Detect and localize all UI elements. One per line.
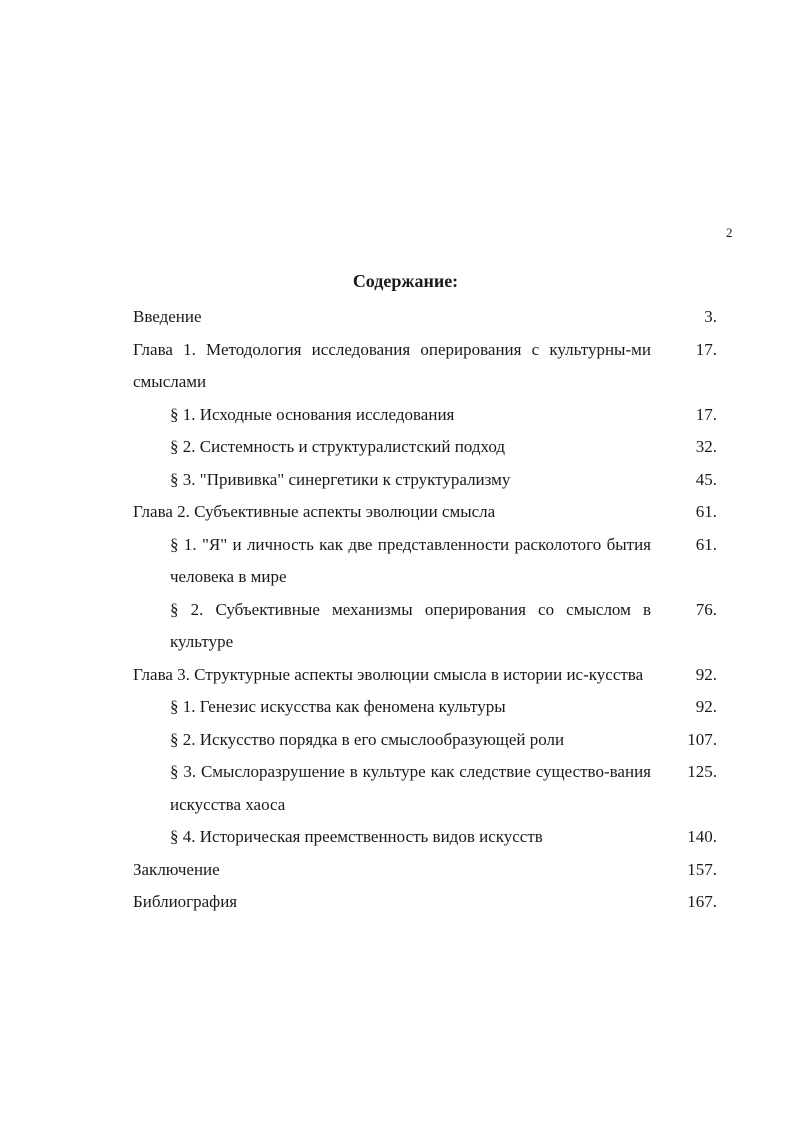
toc-entry-page: 17. [695,339,717,359]
toc-entry-text: Глава 2. Субъективные аспекты эволюции смысла [133,502,496,521]
toc-entry-ch3-section-1 [133,691,723,724]
toc-entry-page: 45. [695,469,717,489]
toc-entry-text: § 2. Субъективные механизмы оперирования со смыслом в культуре [170,599,651,651]
toc-entry-ch3-section-4 [133,821,723,854]
toc-entry-bibliography [133,886,723,919]
toc-entry-text: § 1. "Я" и личность как две представленности расколотого бытия человека в мире [170,534,651,586]
toc-entry-ch3-section-2 [133,724,723,757]
toc-entry-page: 92. [695,697,717,716]
toc-entry-page: 76. [695,599,717,619]
toc-entry-page: 140. [687,827,717,846]
toc-entry-page: 3. [704,307,717,326]
toc-entry-page: 61. [695,534,717,554]
toc-entry-page: 125. [687,762,717,781]
toc-entry-text: § 3. "Прививка" синергетики к структурализму [170,469,511,489]
toc-entry-introduction [133,301,723,334]
toc-entry-ch2-section-1 [133,529,723,594]
toc-entry-text: Глава 1. Методология исследования оперирования с культурны-ми смыслами [133,339,651,391]
toc-entry-page: 32. [695,437,717,456]
toc-entry-ch1-section-3 [133,464,723,497]
toc-entry-ch2-section-2 [133,594,723,659]
table-of-contents [133,301,723,919]
toc-entry-text: Глава 3. Структурные аспекты эволюции смысла в истории ис-кусства [133,664,644,684]
toc-entry-text: Библиография [133,892,238,911]
toc-entry-ch1-section-1 [133,399,723,432]
toc-entry-page: 61. [695,502,717,521]
toc-entry-page: 157. [687,859,717,879]
toc-entry-chapter-3 [133,659,723,692]
toc-entry-text: § 2. Системность и структуралистский подход [170,437,505,456]
toc-entry-text: Введение [133,307,202,326]
page-number: 2 [726,225,733,240]
toc-entry-text: § 1. Генезис искусства как феномена культуры [170,697,506,716]
toc-entry-text: § 2. Искусство порядка в его смыслообразующей роли [170,729,565,749]
toc-entry-text: Заключение [133,859,220,879]
toc-entry-ch1-section-2 [133,431,723,464]
toc-entry-ch3-section-3 [133,756,723,821]
toc-entry-text: § 1. Исходные основания исследования [170,404,455,424]
toc-entry-page: 107. [687,729,717,749]
toc-entry-text: § 4. Историческая преемственность видов искусств [170,827,543,846]
toc-entry-page: 92. [695,664,717,684]
toc-entry-text: § 3. Смыслоразрушение в культуре как следствие существо-вания искусства хаоса [170,762,651,814]
page-title: Содержание: [352,271,459,291]
toc-entry-conclusion [133,854,723,887]
toc-entry-chapter-2 [133,496,723,529]
toc-entry-page: 17. [695,404,717,424]
toc-entry-page: 167. [687,892,717,911]
toc-entry-chapter-1 [133,334,723,399]
